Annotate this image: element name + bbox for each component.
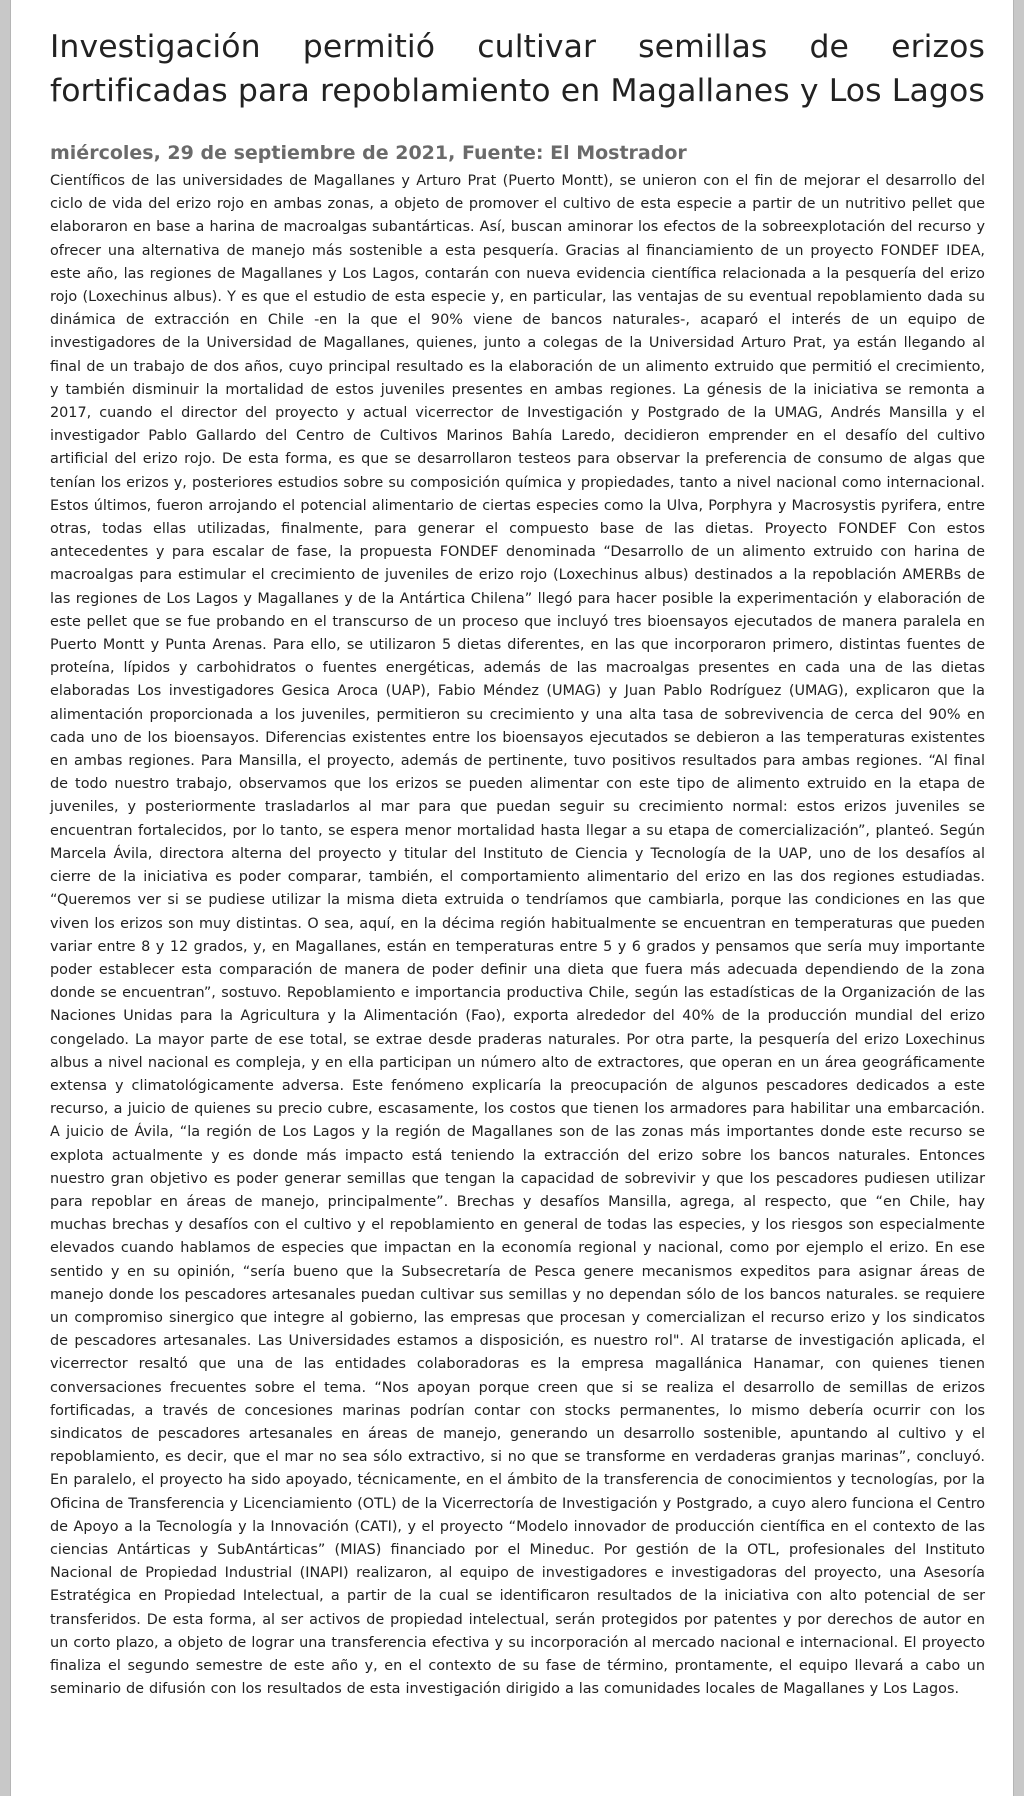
article-page — [10, 0, 1014, 1796]
article-title: Investigación permitió cultivar semillas de erizos fortificadas para repoblamiento en Magallanes y Los Lagos — [50, 29, 985, 109]
article-content — [50, 0, 985, 1701]
article-meta: miércoles, 29 de septiembre de 2021, Fuente: El Mostrador — [50, 142, 687, 164]
article-body: Científicos de las universidades de Magallanes y Arturo Prat (Puerto Montt), se unieron con el fin de mejorar el desarrollo del ciclo de vida del erizo rojo en ambas zonas, a objeto de promover el cultivo de esta especie a partir de un nutritivo pellet que elaboraron en base a harina de macroalgas subantárticas. Así, buscan aminorar los efectos de la sobreexplotación del recurso y ofrecer una alternativa de manejo más sostenible a esta pesquería. Gracias al financiamiento de un proyecto FONDEF IDEA, este año, las regiones de Magallanes y Los Lagos, contarán con nueva evidencia científica relacionada a la pesquería del erizo rojo (Loxechinus albus). Y es que el estudio de esta especie y, en particular, las ventajas de su eventual repoblamiento dada su dinámica de extracción en Chile -en la que el 90% viene de bancos naturales-, acaparó el interés de un equipo de investigadores de la Universidad de Magallanes, quienes, junto a colegas de la Universidad Arturo Prat, ya están llegando al final de un trabajo de dos años, cuyo principal resultado es la elaboración de un alimento extruido que permitió el crecimiento, y también disminuir la mortalidad de estos juveniles presentes en ambas regiones. La génesis de la iniciativa se remonta a 2017, cuando el director del proyecto y actual vicerrector de Investigación y Postgrado de la UMAG, Andrés Mansilla y el investigador Pablo Gallardo del Centro de Cultivos Marinos Bahía Laredo, decidieron emprender en el desafío del cultivo artificial del erizo rojo. De esta forma, es que se desarrollaron testeos para observar la preferencia de consumo de algas que tenían los erizos y, posteriores estudios sobre su composición química y propiedades, tanto a nivel nacional como internacional. Estos últimos, fueron arrojando el potencial alimentario de ciertas especies como la Ulva, Porphyra y Macrosystis pyrifera, entre otras, todas ellas utilizadas, finalmente, para generar el compuesto base de las dietas. Proyecto FONDEF Con estos antecedentes y para escalar de fase, la propuesta FONDEF denominada “Desarrollo de un alimento extruido con harina de macroalgas para estimular el crecimiento de juveniles de erizo rojo (Loxechinus albus) destinados a la repoblación AMERBs de las regiones de Los Lagos y Magallanes y de la Antártica Chilena” llegó para hacer posible la experimentación y elaboración de este pellet que se fue probando en el transcurso de un proceso que incluyó tres bioensayos ejecutados de manera paralela en Puerto Montt y Punta Arenas. Para ello, se utilizaron 5 dietas diferentes, en las que incorporaron primero, distintas fuentes de proteína, lípidos y carbohidratos o fuentes energéticas, además de las macroalgas presentes en cada una de las dietas elaboradas Los investigadores Gesica Aroca (UAP), Fabio Méndez (UMAG) y Juan Pablo Rodríguez (UMAG), explicaron que la alimentación proporcionada a los juveniles, permitieron su crecimiento y una alta tasa de sobrevivencia de cerca del 90% en cada uno de los bioensayos. Diferencias existentes entre los bioensayos ejecutados se debieron a las temperaturas existentes en ambas regiones. Para Mansilla, el proyecto, además de pertinente, tuvo positivos resultados para ambas regiones. “Al final de todo nuestro trabajo, observamos que los erizos se pueden alimentar con este tipo de alimento extruido en la etapa de juveniles, y posteriormente trasladarlos al mar para que puedan seguir su crecimiento normal: estos erizos juveniles se encuentran fortalecidos, por lo tanto, se espera menor mortalidad hasta llegar a su etapa de comercialización”, planteó. Según Marcela Ávila, directora alterna del proyecto y titular del Instituto de Ciencia y Tecnología de la UAP, uno de los desafíos al cierre de la iniciativa es poder comparar, también, el comportamiento alimentario del erizo en las dos regiones estudiadas. “Queremos ver si se pudiese utilizar la misma dieta extruida o tendríamos que cambiarla, porque las condiciones en las que viven los erizos son muy distintas. O sea, aquí, en la décima región habitualmente se encuentran en temperaturas que pueden variar entre 8 y 12 grados, y, en Magallanes, están en temperaturas entre 5 y 6 grados y pensamos que sería muy importante poder establecer esta comparación de manera de poder definir una dieta que fuera más adecuada dependiendo de la zona donde se encuentran”, sostuvo. Repoblamiento e importancia productiva Chile, según las estadísticas de la Organización de las Naciones Unidas para la Agricultura y la Alimentación (Fao), exporta alrededor del 40% de la producción mundial del erizo congelado. La mayor parte de ese total, se extrae desde praderas naturales. Por otra parte, la pesquería del erizo Loxechinus albus a nivel nacional es compleja, y en ella participan un número alto de extractores, que operan en un área geográficamente extensa y climatológicamente adversa. Este fenómeno explicaría la preocupación de algunos pescadores dedicados a este recurso, a juicio de quienes su precio cubre, escasamente, los costos que tienen los armadores para habilitar una embarcación. A juicio de Ávila, “la región de Los Lagos y la región de Magallanes son de las zonas más importantes donde este recurso se explota actualmente y es donde más impacto está teniendo la extracción del erizo sobre los bancos naturales. Entonces nuestro gran objetivo es poder generar semillas que tengan la capacidad de sobrevivir y que los pescadores pudiesen utilizar para repoblar en áreas de manejo, principalmente”. Brechas y desafíos Mansilla, agrega, al respecto, que “en Chile, hay muchas brechas y desafíos con el cultivo y el repoblamiento en general de todas las especies, y los riesgos son especialmente elevados cuando hablamos de especies que impactan en la economía regional y nacional, como por ejemplo el erizo. En ese sentido y en su opinión, “sería bueno que la Subsecretaría de Pesca genere mecanismos expeditos para asignar áreas de manejo donde los pescadores artesanales puedan cultivar sus semillas y no dependan sólo de los bancos naturales. se requiere un compromiso sinergico que integre al gobierno, las empresas que procesan y comercializan el recurso erizo y los sindicatos de pescadores artesanales. Las Universidades estamos a disposición, es nuestro rol". Al tratarse de investigación aplicada, el vicerrector resaltó que una de las entidades colaboradoras es la empresa magallánica Hanamar, con quienes tienen conversaciones frecuentes sobre el tema. “Nos apoyan porque creen que si se realiza el desarrollo de semillas de erizos fortificadas, a través de concesiones marinas podrían contar con stocks permanentes, lo mismo debería ocurrir con los sindicatos de pescadores artesanales en áreas de manejo, generando un desarrollo sostenible, apuntando al cultivo y el repoblamiento, es decir, que el mar no sea sólo extractivo, si no que se transforme en verdaderas granjas marinas”, concluyó. En paralelo, el proyecto ha sido apoyado, técnicamente, en el ámbito de la transferencia de conocimientos y tecnologías, por la Oficina de Transferencia y Licenciamiento (OTL) de la Vicerrectoría de Investigación y Postgrado, a cuyo alero funciona el Centro de Apoyo a la Tecnología y la Innovación (CATI), y el proyecto “Modelo innovador de producción científica en el contexto de las ciencias Antárticas y SubAntárticas” (MIAS) financiado por el Mineduc. Por gestión de la OTL, profesionales del Instituto Nacional de Propiedad Industrial (INAPI) realizaron, al equipo de investigadores e investigadoras del proyecto, una Asesoría Estratégica en Propiedad Intelectual, a partir de la cual se identificaron resultados de la iniciativa con alto potencial de ser transferidos. De esta forma, al ser activos de propiedad intelectual, serán protegidos por patentes y por derechos de autor en un corto plazo, a objeto de lograr una transferencia efectiva y su incorporación al mercado nacional e internacional. El proyecto finaliza el segundo semestre de este año y, en el contexto de su fase de término, prontamente, el equipo llevará a cabo un seminario de difusión con los resultados de esta investigación dirigido a las comunidades locales de Magallanes y Los Lagos. — [50, 173, 985, 1698]
